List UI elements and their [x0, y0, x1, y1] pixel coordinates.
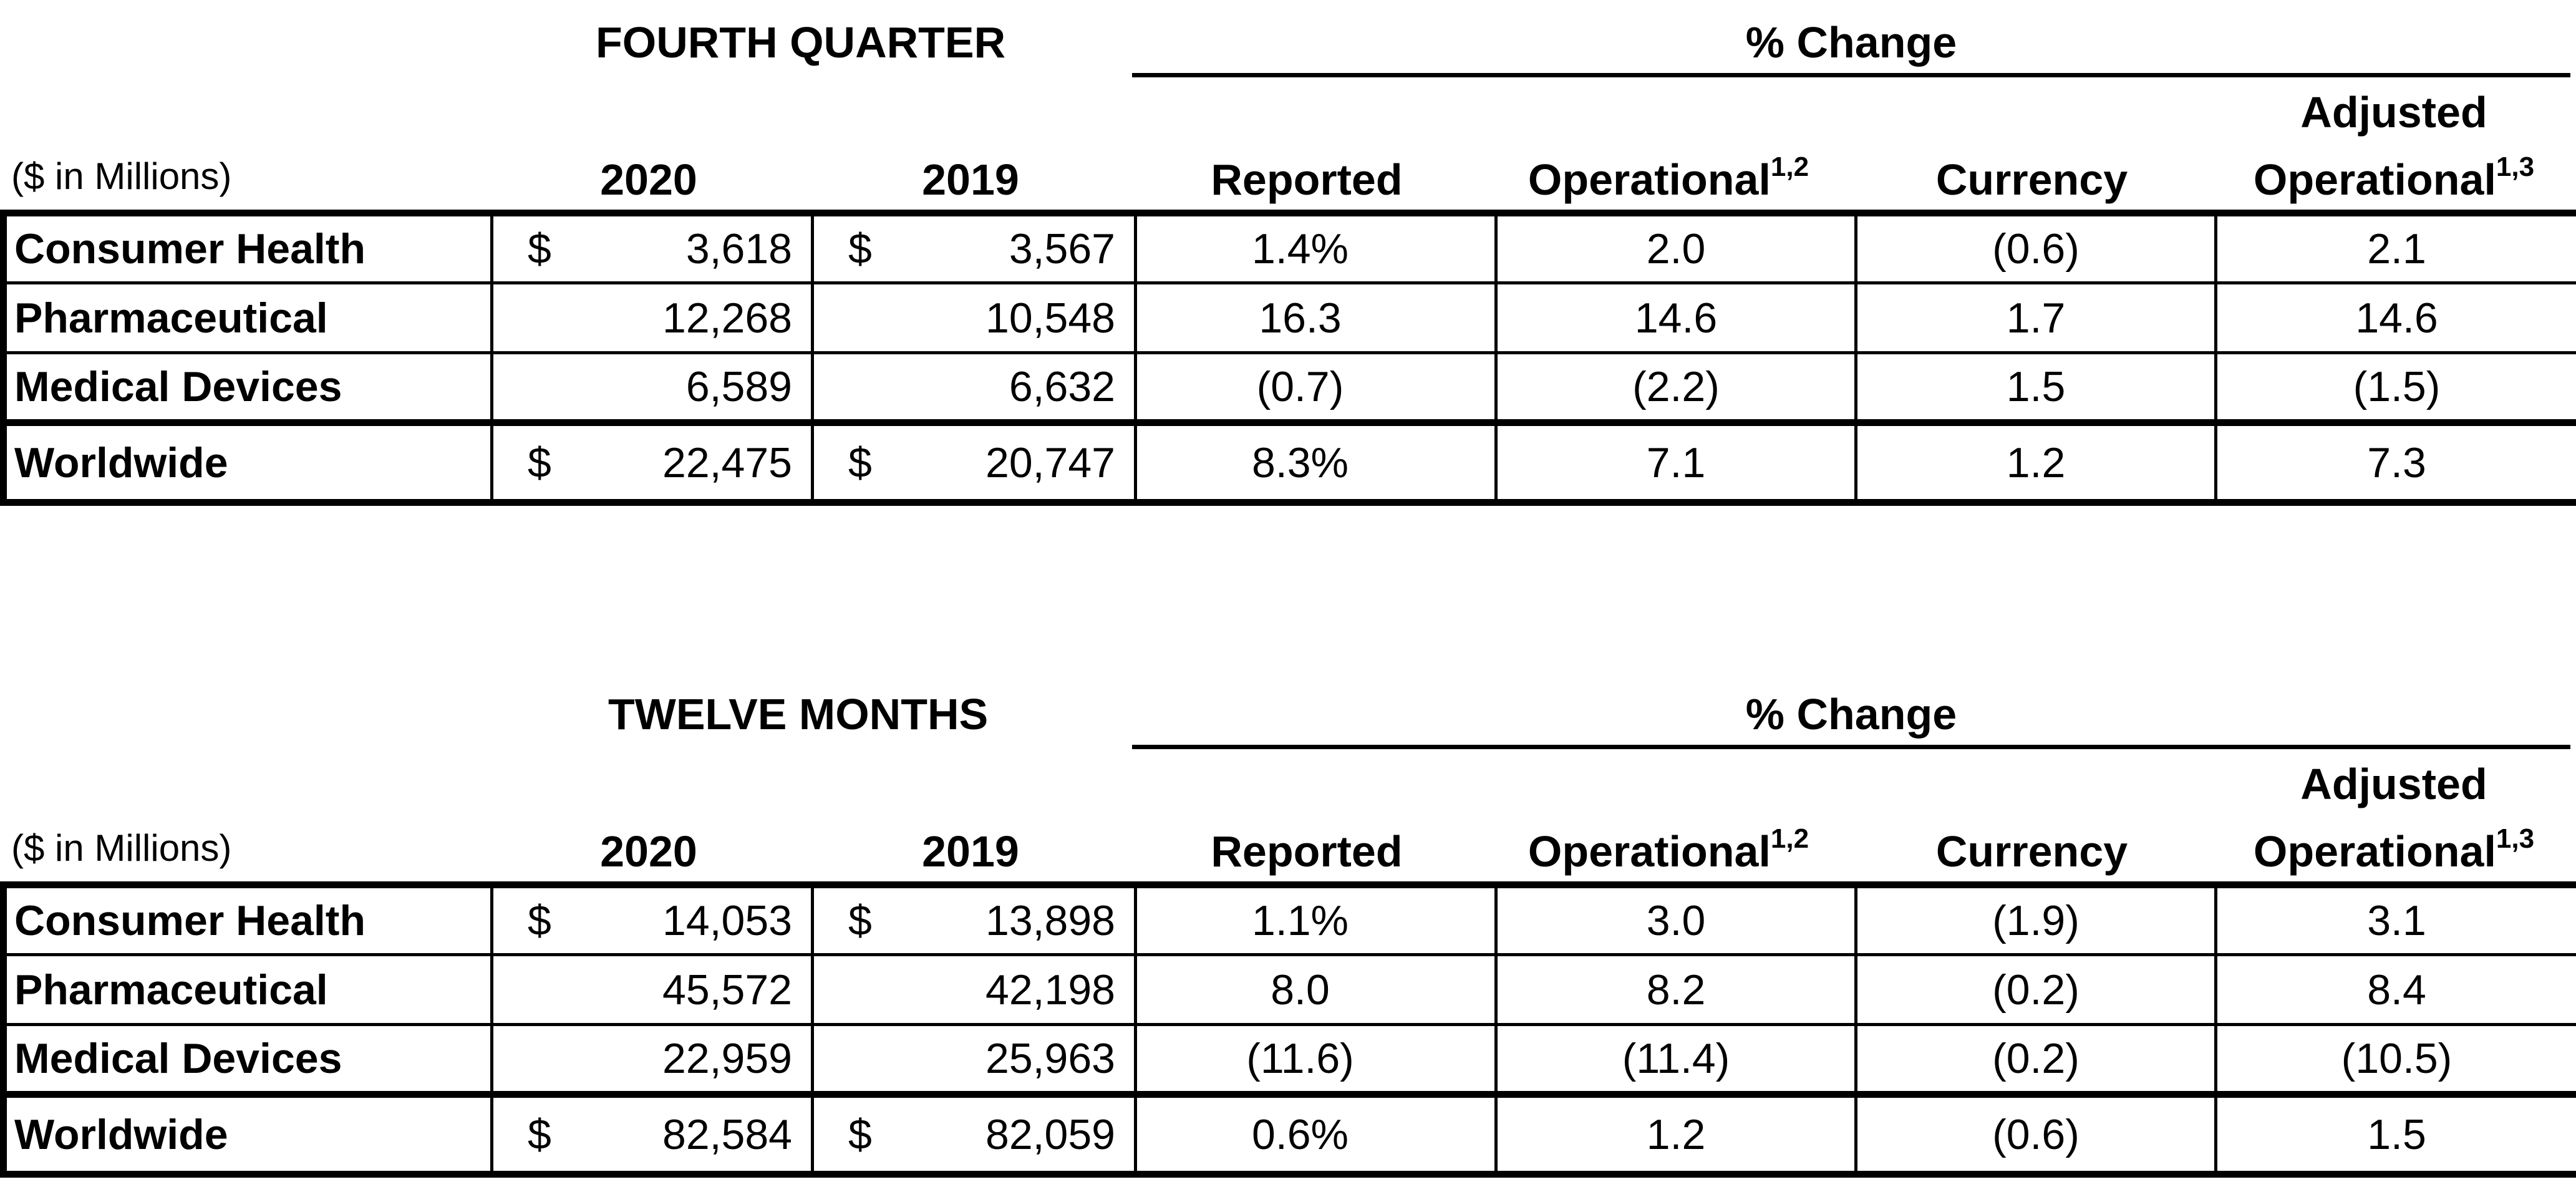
operational-header: [1481, 152, 1856, 204]
dollar-sign: $: [528, 1110, 551, 1158]
units-label: ($ in Millions): [11, 827, 232, 869]
adjusted-operational-text: Operational: [2253, 155, 2496, 204]
reported-change: 8.3%: [1136, 423, 1496, 503]
pct-change-title: % Change: [1745, 18, 1957, 67]
value-2019-cell: [813, 423, 1136, 503]
currency-header: Currency: [1935, 155, 2128, 204]
dollar-sign: $: [528, 225, 551, 273]
year-2019-header: 2019: [922, 827, 1019, 876]
pct-change-rule: [1132, 745, 2570, 749]
reported-change: 0.6%: [1136, 1095, 1496, 1175]
currency-change: 1.7: [1856, 283, 2216, 353]
dollar-sign: $: [848, 439, 872, 487]
twelve-months-table: [0, 881, 2576, 1178]
operational-footnote: 1,2: [1770, 152, 1809, 182]
row-label: Consumer Health: [4, 885, 492, 955]
operational-header-text: Operational: [1528, 827, 1771, 876]
adjusted-header-line1: Adjusted: [2300, 88, 2487, 137]
value-2020: 82,584: [662, 1110, 792, 1158]
value-2020: 14,053: [662, 897, 792, 944]
table-row-total: [4, 1095, 2576, 1175]
dollar-sign: $: [848, 897, 872, 944]
adjusted-operational-change: 7.3: [2216, 423, 2576, 503]
operational-change: 14.6: [1496, 283, 1856, 353]
year-2020-header: 2020: [600, 827, 697, 876]
dollar-sign: $: [848, 225, 872, 273]
currency-change: (0.6): [1856, 1095, 2216, 1175]
dollar-sign: $: [528, 439, 551, 487]
pct-change-title: % Change: [1745, 690, 1957, 739]
reported-header: Reported: [1211, 155, 1403, 204]
value-2019: 25,963: [985, 1035, 1115, 1082]
value-2019: 10,548: [985, 294, 1115, 342]
value-2019: 82,059: [985, 1110, 1115, 1158]
value-2020-cell: [492, 283, 813, 353]
operational-change: (2.2): [1496, 353, 1856, 423]
value-2019-cell: [813, 1025, 1136, 1095]
adjusted-operational-change: 3.1: [2216, 885, 2576, 955]
value-2020: 3,618: [685, 225, 792, 273]
dollar-sign: $: [848, 1110, 872, 1158]
adjusted-footnote: 1,3: [2496, 152, 2535, 182]
value-2019-cell: [813, 1095, 1136, 1175]
reported-change: 8.0: [1136, 955, 1496, 1025]
value-2020: 22,475: [662, 439, 792, 487]
operational-change: 8.2: [1496, 955, 1856, 1025]
currency-change: 1.2: [1856, 423, 2216, 503]
value-2020: 22,959: [662, 1035, 792, 1082]
table-row: [4, 283, 2576, 353]
row-label: Medical Devices: [4, 353, 492, 423]
adjusted-operational-change: 14.6: [2216, 283, 2576, 353]
row-label: Worldwide: [4, 1095, 492, 1175]
value-2019-cell: [813, 283, 1136, 353]
table-row: [4, 1025, 2576, 1095]
row-label: Consumer Health: [4, 213, 492, 283]
row-label: Medical Devices: [4, 1025, 492, 1095]
adjusted-header-line2: [2212, 823, 2576, 876]
reported-change: 1.4%: [1136, 213, 1496, 283]
adjusted-operational-change: 2.1: [2216, 213, 2576, 283]
value-2019-cell: [813, 885, 1136, 955]
section-title: TWELVE MONTHS: [608, 690, 989, 739]
value-2019-cell: [813, 955, 1136, 1025]
adjusted-operational-change: 1.5: [2216, 1095, 2576, 1175]
currency-change: (0.6): [1856, 213, 2216, 283]
value-2020-cell: [492, 1095, 813, 1175]
dollar-sign: $: [528, 897, 551, 944]
table-row: [4, 213, 2576, 283]
currency-change: (1.9): [1856, 885, 2216, 955]
adjusted-header-line1: Adjusted: [2300, 760, 2487, 808]
row-label: Worldwide: [4, 423, 492, 503]
value-2019: 20,747: [985, 439, 1115, 487]
units-label: ($ in Millions): [11, 155, 232, 197]
value-2020-cell: [492, 353, 813, 423]
table-row: [4, 353, 2576, 423]
adjusted-footnote: 1,3: [2496, 823, 2535, 854]
adjusted-operational-text: Operational: [2253, 827, 2496, 876]
value-2020: 45,572: [662, 966, 792, 1014]
adjusted-operational-change: (1.5): [2216, 353, 2576, 423]
operational-change: 2.0: [1496, 213, 1856, 283]
year-2019-header: 2019: [922, 155, 1019, 204]
value-2020: 12,268: [662, 294, 792, 342]
currency-change: (0.2): [1856, 1025, 2216, 1095]
operational-change: 3.0: [1496, 885, 1856, 955]
value-2020-cell: [492, 885, 813, 955]
table-row-total: [4, 423, 2576, 503]
row-label: Pharmaceutical: [4, 283, 492, 353]
currency-change: (0.2): [1856, 955, 2216, 1025]
reported-change: (11.6): [1136, 1025, 1496, 1095]
reported-change: (0.7): [1136, 353, 1496, 423]
value-2020-cell: [492, 213, 813, 283]
table-row: [4, 885, 2576, 955]
value-2019: 3,567: [1009, 225, 1115, 273]
value-2020-cell: [492, 423, 813, 503]
operational-change: 7.1: [1496, 423, 1856, 503]
value-2019: 13,898: [985, 897, 1115, 944]
operational-footnote: 1,2: [1770, 823, 1809, 854]
value-2019: 6,632: [1009, 363, 1115, 410]
operational-header-text: Operational: [1528, 155, 1771, 204]
fourth-quarter-table: [0, 210, 2576, 506]
currency-change: 1.5: [1856, 353, 2216, 423]
reported-header: Reported: [1211, 827, 1403, 876]
adjusted-header-line2: [2212, 152, 2576, 204]
currency-header: Currency: [1935, 827, 2128, 876]
value-2019: 42,198: [985, 966, 1115, 1014]
operational-header: [1481, 823, 1856, 876]
value-2020-cell: [492, 1025, 813, 1095]
year-2020-header: 2020: [600, 155, 697, 204]
adjusted-operational-change: (10.5): [2216, 1025, 2576, 1095]
row-label: Pharmaceutical: [4, 955, 492, 1025]
reported-change: 1.1%: [1136, 885, 1496, 955]
table-row: [4, 955, 2576, 1025]
adjusted-operational-change: 8.4: [2216, 955, 2576, 1025]
value-2019-cell: [813, 353, 1136, 423]
value-2020: 6,589: [685, 363, 792, 410]
operational-change: 1.2: [1496, 1095, 1856, 1175]
pct-change-rule: [1132, 73, 2570, 77]
value-2019-cell: [813, 213, 1136, 283]
value-2020-cell: [492, 955, 813, 1025]
section-title: FOURTH QUARTER: [596, 18, 1006, 67]
reported-change: 16.3: [1136, 283, 1496, 353]
operational-change: (11.4): [1496, 1025, 1856, 1095]
